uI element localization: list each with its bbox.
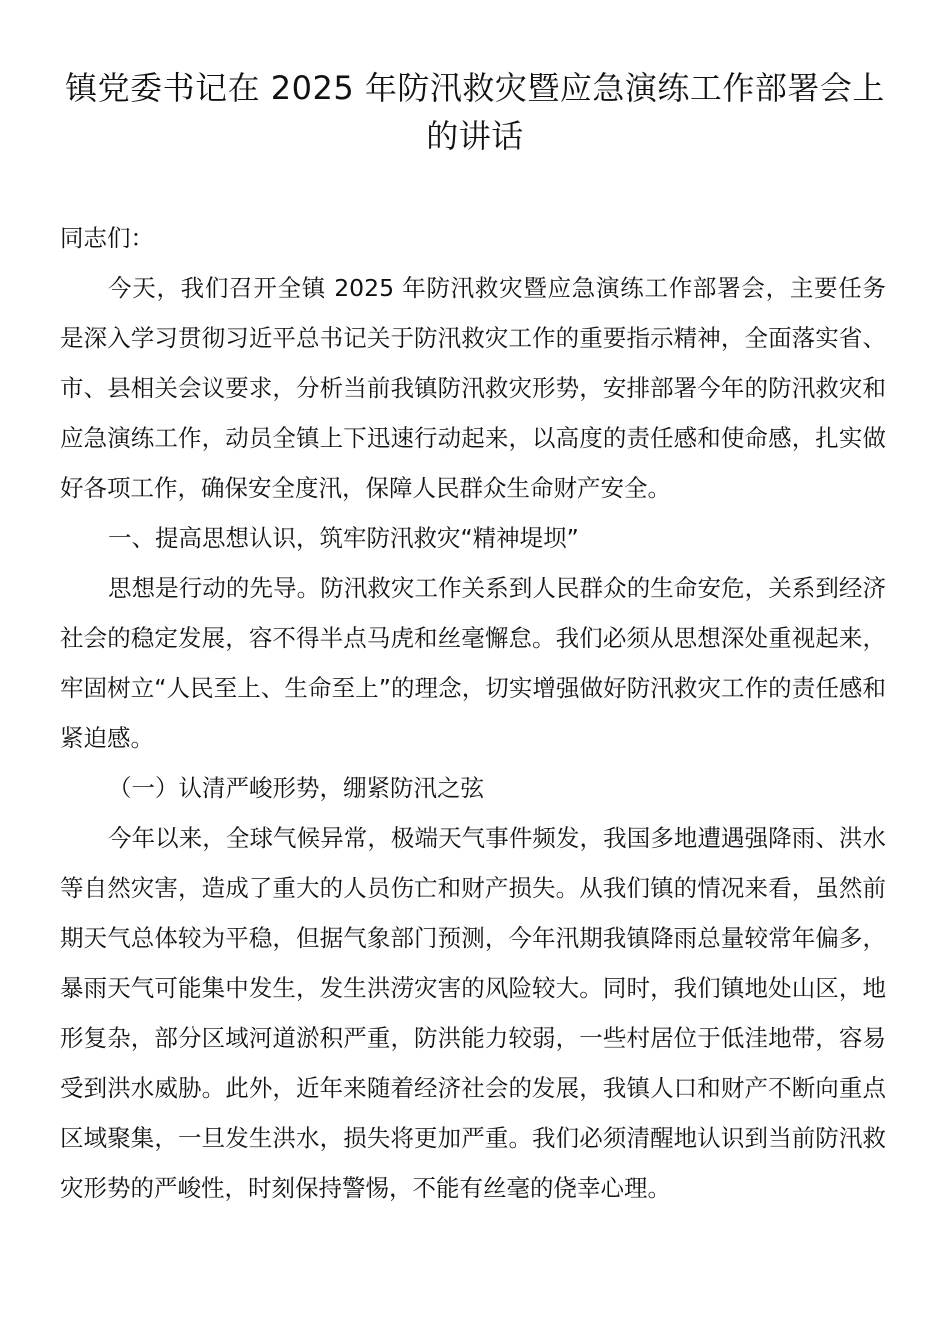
paragraph-subsection-1-1: 今年以来，全球气候异常，极端天气事件频发，我国多地遭遇强降雨、洪水等自然灾害，造成了重大的人员伤亡和财产损失。从我们镇的情况来看，虽然前期天气总体较为平稳，但据气象部门预测，今年汛期我镇降雨总量较常年偏多，暴雨天气可能集中发生，发生洪涝灾害的风险较大。同时，我们镇地处山区，地形复杂，部分区域河道淤积严重，防洪能力较弱，一些村居位于低洼地带，容易受到洪水威胁。此外，近年来随着经济社会的发展，我镇人口和财产不断向重点区域聚集，一旦发生洪水，损失将更加严重。我们必须清醒地认识到当前防汛救灾形势的严峻性，时刻保持警惕，不能有丝毫的侥幸心理。: [60, 824, 886, 1202]
paragraph-intro: 今天，我们召开全镇 2025 年防汛救灾暨应急演练工作部署会，主要任务是深入学习贯彻习近平总书记关于防汛救灾工作的重要指示精神，全面落实省、市、县相关会议要求，分析当前我镇防汛救灾形势，安排部署今年的防汛救灾和应急演练工作，动员全镇上下迅速行动起来，以高度的责任感和使命感，扎实做好各项工作，确保安全度汛，保障人民群众生命财产安全。: [60, 274, 886, 502]
greeting: 同志们：: [60, 224, 154, 252]
document-title: 镇党委书记在 2025 年防汛救灾暨应急演练工作部署会上的讲话: [65, 69, 885, 155]
section-heading-1: 一、提高思想认识，筑牢防汛救灾“精神堤坝”: [108, 524, 579, 552]
subsection-heading-1-1: （一）认清严峻形势，绷紧防汛之弦: [108, 774, 484, 802]
document-body: [60, 213, 886, 1213]
paragraph-section-1: 思想是行动的先导。防汛救灾工作关系到人民群众的生命安危，关系到经济社会的稳定发展，容不得半点马虎和丝毫懈怠。我们必须从思想深处重视起来，牢固树立“人民至上、生命至上”的理念，切实增强做好防汛救灾工作的责任感和紧迫感。: [60, 574, 886, 752]
